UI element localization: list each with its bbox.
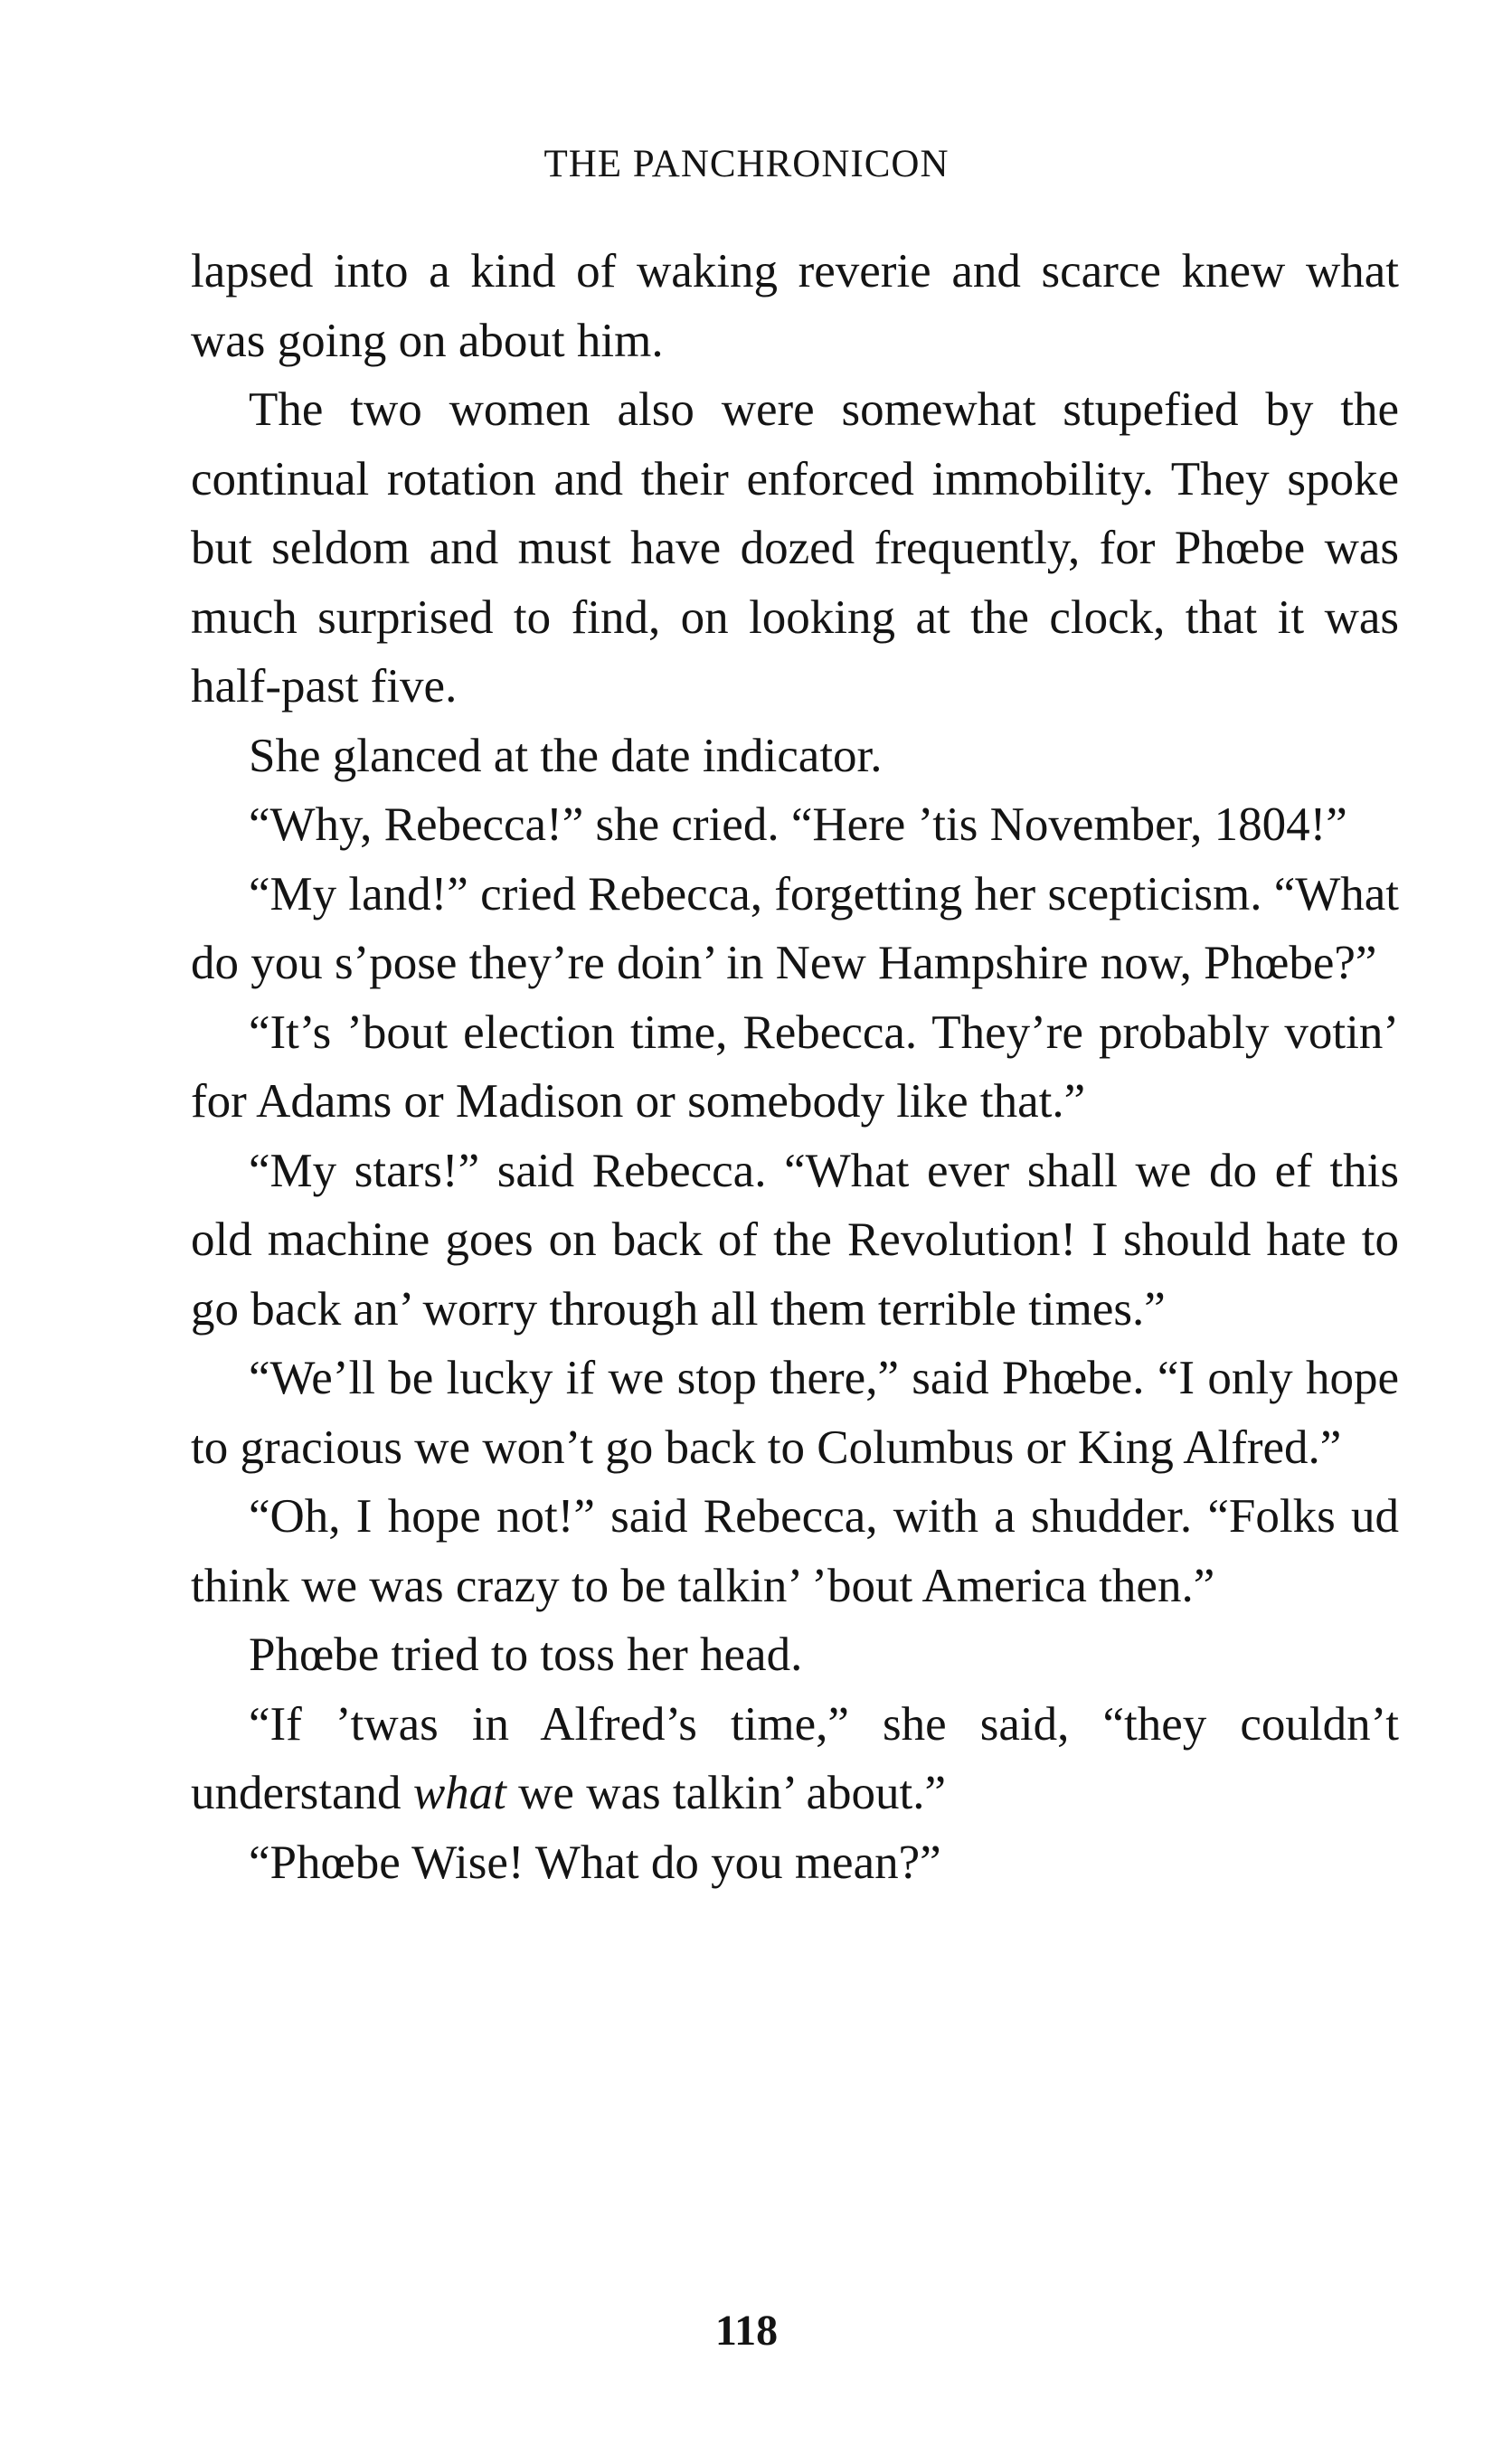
emphasized-word: what [412,1767,506,1819]
paragraph-text: “If ’twas in Alfred’s time,” she said, “they couldn’t understand [191,1697,1399,1819]
paragraph: “My land!” cried Rebecca, forgetting her scepticism. “What do you s’pose they’re doin’ in New Hampshire now, Phœbe?” [191,867,1399,989]
paragraph: “My stars!” said Rebecca. “What ever shall we do ef this old machine goes on back of the Revolution! I should hate to go back an’ worry through all them terrible times.” [191,1144,1399,1336]
paragraph: “Phœbe Wise! What do you mean?” [249,1836,941,1889]
paragraph [191,1690,1399,1828]
page-number: 118 [714,2307,779,2355]
paragraph: Phœbe tried to toss her head. [249,1629,803,1681]
paragraph: The two women also were somewhat stupefied by the continual rotation and their enforced immobility. They spoke but seldom and must have dozed frequently, for Phœbe was much surprised to find, on looking at the clock, that it was half-past five. [191,383,1399,713]
paragraph-text: we was talkin’ about.” [506,1767,947,1819]
running-head: THE PANCHRONICON [543,143,950,185]
paragraph: “Oh, I hope not!” said Rebecca, with a shudder. “Folks ud think we was crazy to be talkin’ ’bout America then.” [191,1490,1399,1612]
paragraph: “Why, Rebecca!” she cried. “Here ’tis November, 1804!” [249,798,1347,851]
paragraph: She glanced at the date indicator. [249,729,883,782]
body-text [191,237,1399,1897]
paragraph: “We’ll be lucky if we stop there,” said Phœbe. “I only hope to gracious we won’t go back to Columbus or King Alfred.” [191,1352,1399,1474]
paragraph: lapsed into a kind of waking reverie and scarce knew what was going on about him. [191,245,1399,367]
paragraph: “It’s ’bout election time, Rebecca. They’re probably votin’ for Adams or Madison or somebody like that.” [191,1005,1399,1128]
